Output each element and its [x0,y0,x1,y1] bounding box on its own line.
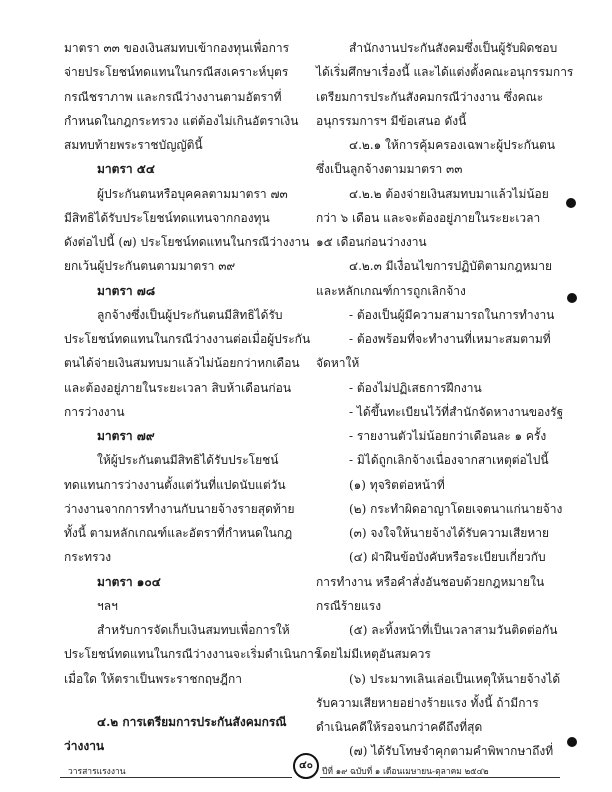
text-line: ผู้ประกันตนหรือบุคคลตามมาตรา ๗๓ [97,186,288,201]
text-line: กำหนดในกฎกระทรวง แต่ต้องไม่เกินอัตราเงิน [64,113,299,128]
section-79-heading: มาตรา ๗๙ [97,429,155,443]
text-line: และหลักเกณฑ์การถูกเลิกจ้าง [316,283,466,298]
list-item-continuation: โดยไม่มีเหตุอันสมควร [316,647,431,662]
text-line: สำหรับการจัดเก็บเงินสมทบเพื่อการให้ [97,623,290,637]
text-line: ว่างงาน [64,739,105,753]
section-78-paragraph [64,303,311,424]
footer-rule-left [60,777,292,778]
conditions-list [316,303,564,473]
text-line: ทั้งนี้ ตามหลักเกณฑ์และอัตราที่กำหนดในกฎ [64,526,293,540]
text-line: ประโยชน์ทดแทนในกรณีว่างงานจะเริ่มดำเนินการ [64,647,321,662]
item-4-2-2 [316,182,554,255]
text-line: อนุกรรมการฯ มีข้อเสนอ ดังนี้ [316,113,467,128]
list-item: (๖) ประมาทเลินเล่อเป็นเหตุให้นายจ้างได้ [349,671,561,686]
text-line: กรณีชราภาพ และกรณีว่างงานตามอัตราที่ [64,89,282,104]
text-line: ยกเว้นผู้ประกันตนตามมาตรา ๓๙ [64,259,236,274]
section-4-2-heading [64,710,294,759]
text-line: ประโยชน์ทดแทนในกรณีว่างงานต่อเมื่อผู้ประกัน [64,332,311,346]
journal-name: วารสารแรงงาน [68,767,126,777]
text-line: มาตรา ๓๓ ของเงินสมทบเข้ากองทุนเพื่อการ [64,41,290,55]
punch-hole-mark [567,737,577,747]
punch-hole-mark [567,293,577,303]
text-line: ๔.๒.๒ ต้องจ่ายเงินสมทบมาแล้วไม่น้อย [349,186,549,201]
text-line: ดังต่อไปนี้ (๗) ประโยชน์ทดแทนในกรณีว่างงาน [64,235,310,249]
right-column [316,36,574,764]
text-line: ๔.๒ การเตรียมการประกันสังคมกรณี [97,714,287,729]
list-item-continuation: จัดหาให้ [316,356,360,371]
text-line: ๑๕ เดือนก่อนว่างงาน [316,235,427,249]
text-line: มีสิทธิได้รับประโยชน์ทดแทนจากกองทุน [64,210,270,225]
text-line: และต้องอยู่ภายในระยะเวลา สิบห้าเดือนก่อน [64,380,292,395]
text-line: สำนักงานประกันสังคมซึ่งเป็นผู้รับผิดชอบ [349,41,558,55]
item-4-2-3 [316,254,554,303]
list-item: - มิได้ถูกเลิกจ้างเนื่องจากสาเหตุต่อไปนี้ [349,453,549,468]
text-line: จ่ายประโยชน์ทดแทนในกรณีสงเคราะห์บุตร [64,65,289,80]
list-item-continuation: การทำงาน หรือคำสั่งอันชอบด้วยกฎหมายใน [316,574,545,589]
spacer [64,691,294,710]
section-104-heading: มาตรา ๑๐๔ [97,574,161,589]
list-item: - รายงานตัวไม่น้อยกว่าเดือนละ ๑ ครั้ง [349,429,547,443]
list-item: (๕) ละทิ้งหน้าที่เป็นเวลาสามวันติดต่อกัน [349,623,558,637]
list-item: - ต้องพร้อมที่จะทำงานที่เหมาะสมตามที่ [349,332,551,346]
section-33-continued-paragraph [64,36,299,157]
text-line: กว่า ๖ เดือน และจะต้องอยู่ภายในระยะเวลา [316,210,541,225]
text-line: เตรียมการประกันสังคมกรณีว่างงาน ซึ่งคณะ [316,89,544,104]
list-item-continuation: ดำเนินคดีให้รอจนกว่าคดีถึงที่สุด [316,720,483,734]
text-line: ๔.๒.๓ มีเงื่อนไขการปฏิบัติตามกฎหมาย [349,259,553,274]
list-item-continuation: รับความเสียหายอย่างร้ายแรง ทั้งนี้ ถ้ามีการ [316,695,539,710]
text-line: ได้เริ่มศึกษาเรื่องนี้ และได้แต่งตั้งคณะอนุกรรมการ [316,65,574,80]
list-item: - ได้ขึ้นทะเบียนไว้ที่สำนักจัดหางานของรัฐ [349,404,564,419]
text-line: การว่างงาน [64,404,125,419]
text-line: ให้ผู้ประกันตนมีสิทธิได้รับประโยชน์ [97,453,279,468]
footer-rule-right [320,777,560,778]
issue-info: ปีที่ ๑๙ ฉบับที่ ๑ เดือนเมษายน-ตุลาคม ๒๕๔๒ [322,767,489,777]
text-line: ลูกจ้างซึ่งเป็นผู้ประกันตนมีสิทธิได้รับ [97,307,283,322]
intro-paragraph [316,36,574,133]
section-54-paragraph [64,182,310,279]
text-line: ซึ่งเป็นลูกจ้างตามมาตรา ๓๓ [316,162,463,177]
section-54-heading: มาตรา ๕๔ [97,162,155,177]
text-line: ตนได้จ่ายเงินสมทบมาแล้วไม่น้อยกว่าหกเดือน [64,356,300,371]
list-item: (๑) ทุจริตต่อหน้าที่ [349,477,445,492]
left-column [64,36,321,758]
text-line: เมื่อใด ให้ตราเป็นพระราชกฤษฎีกา [64,671,242,686]
page-number: ๔๐ [293,753,319,779]
list-item: - ต้องไม่ปฏิเสธการฝึกงาน [349,380,482,395]
text-line: ว่างงานจากการทำงานกับนายจ้างรายสุดท้าย [64,501,295,516]
list-item: (๔) ฝ่าฝืนข้อบังคับหรือระเบียบเกี่ยวกับ [349,550,546,565]
text-line: ทดแทนการว่างงานตั้งแต่วันที่แปดนับแต่วัน [64,477,286,492]
termination-causes-list [316,473,563,764]
section-79-paragraph [64,448,294,569]
list-item-continuation: กรณีร้ายแรง [316,598,382,613]
section-78-heading: มาตรา ๗๘ [97,283,156,298]
item-4-2-1 [316,133,554,182]
text-line: ๔.๒.๑ ให้การคุ้มครองเฉพาะผู้ประกันตน [349,138,556,152]
list-item: (๓) จงใจให้นายจ้างได้รับความเสียหาย [349,526,549,540]
punch-hole-mark [566,198,576,208]
list-item: - ต้องเป็นผู้มีความสามารถในการทำงาน [349,307,555,322]
ellipsis-mark: ฯลฯ [97,598,118,613]
section-104-paragraph [64,618,321,691]
list-item: (๒) กระทำผิดอาญาโดยเจตนาแก่นายจ้าง [349,501,563,516]
text-line: กระทรวง [64,550,112,565]
list-item: (๗) ได้รับโทษจำคุกตามคำพิพากษาถึงที่ [349,744,554,759]
text-line: สมทบท้ายพระราชบัญญัตินี้ [64,138,203,152]
